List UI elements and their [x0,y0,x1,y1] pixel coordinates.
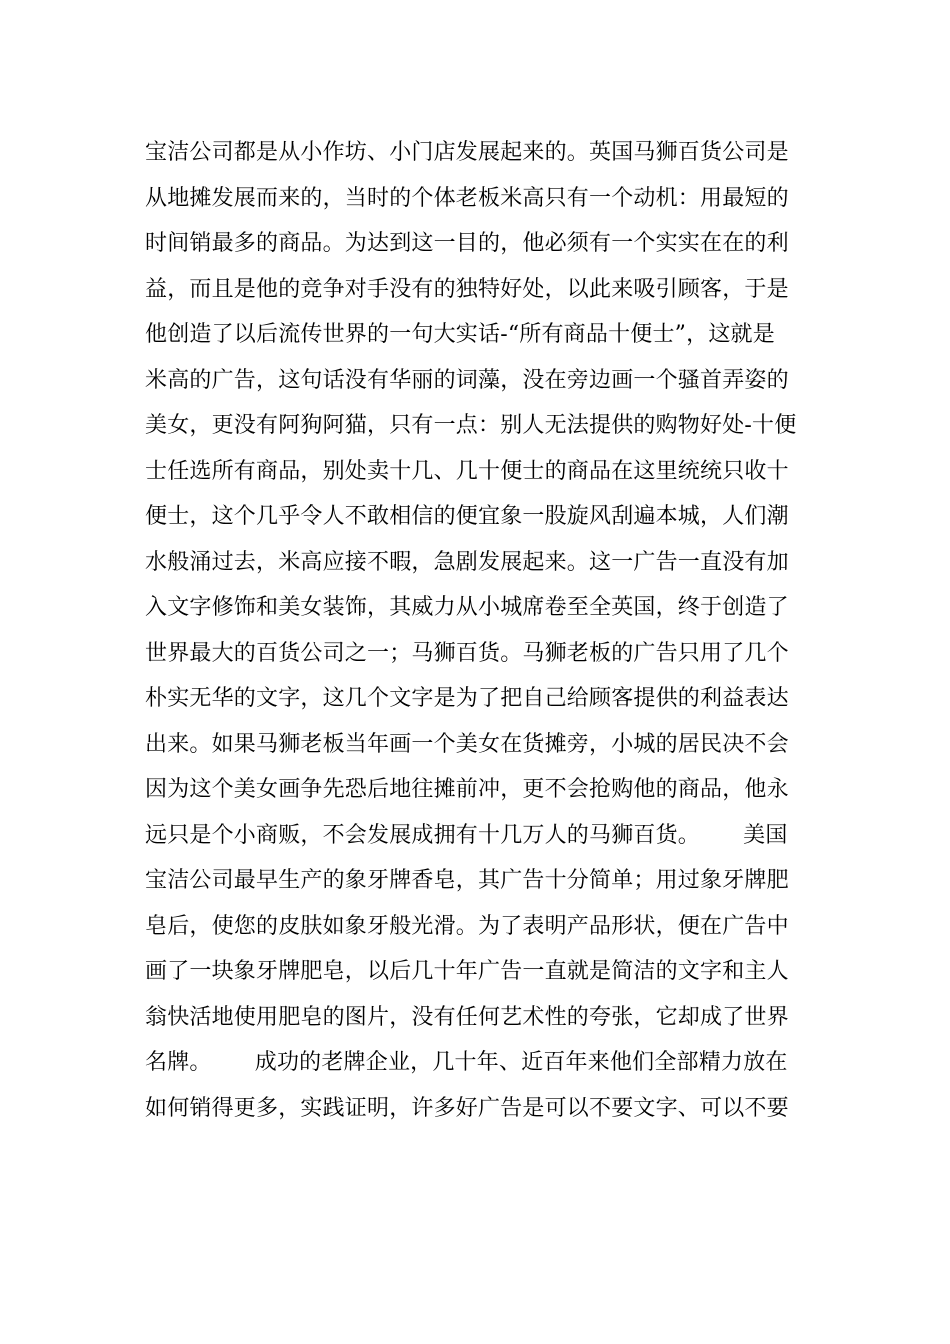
text-line: 皂后，使您的皮肤如象牙般光滑。为了表明产品形状，便在广告中 [145,913,789,939]
text-line: 入文字修饰和美女装饰，其威力从小城席卷至全英国，终于创造了 [145,595,789,620]
text-line: 出来。如果马狮老板当年画一个美女在货摊旁，小城的居民决不会 [145,731,789,757]
text-line: 宝洁公司都是从小作坊、小门店发展起来的。英国马狮百货公司是 [145,140,789,165]
text-line: 画了一块象牙牌肥皂，以后几十年广告一直就是简洁的文字和主人 [145,959,789,984]
text-line: 从地摊发展而来的，当时的个体老板米高只有一个动机：用最短的 [145,185,789,211]
text-line: 翁快活地使用肥皂的图片，没有任何艺术性的夸张，它却成了世界 [145,1004,789,1030]
text-line: 便士，这个几乎令人不敢相信的便宜象一股旋风刮遍本城，人们潮 [145,504,789,529]
text-line: 宝洁公司最早生产的象牙牌香皂，其广告十分简单；用过象牙牌肥 [145,868,789,893]
text-line: 世界最大的百货公司之一；马狮百货。马狮老板的广告只用了几个 [145,640,789,666]
text-line: 如何销得更多，实践证明，许多好广告是可以不要文字、可以不要 [145,1095,789,1121]
text-line: 水般涌过去，米高应接不暇，急剧发展起来。这一广告一直没有加 [145,549,789,575]
text-line: 益，而且是他的竞争对手没有的独特好处，以此来吸引顾客，于是 [145,276,789,302]
text-line: 时间销最多的商品。为达到这一目的，他必须有一个实实在在的利 [145,231,789,256]
text-line: 美女，更没有阿狗阿猫，只有一点：别人无法提供的购物好处-十便 [145,413,797,438]
text-line: 米高的广告，这句话没有华丽的词藻，没在旁边画一个骚首弄姿的 [145,367,789,393]
text-line: 朴实无华的文字，这几个文字是为了把自己给顾客提供的利益表达 [145,686,789,711]
body-text [145,130,815,1131]
text-line: 士任选所有商品，别处卖十几、几十便士的商品在这里统统只收十 [145,458,789,484]
text-line: 因为这个美女画争先恐后地往摊前冲，更不会抢购他的商品，他永 [145,777,789,802]
text-line: 他创造了以后流传世界的一句大实话-“所有商品十便士”，这就是 [145,322,775,347]
text-line: 名牌。 成功的老牌企业，几十年、近百年来他们全部精力放在 [145,1050,788,1075]
text-line: 远只是个小商贩，不会发展成拥有十几万人的马狮百货。 美国 [145,822,788,848]
